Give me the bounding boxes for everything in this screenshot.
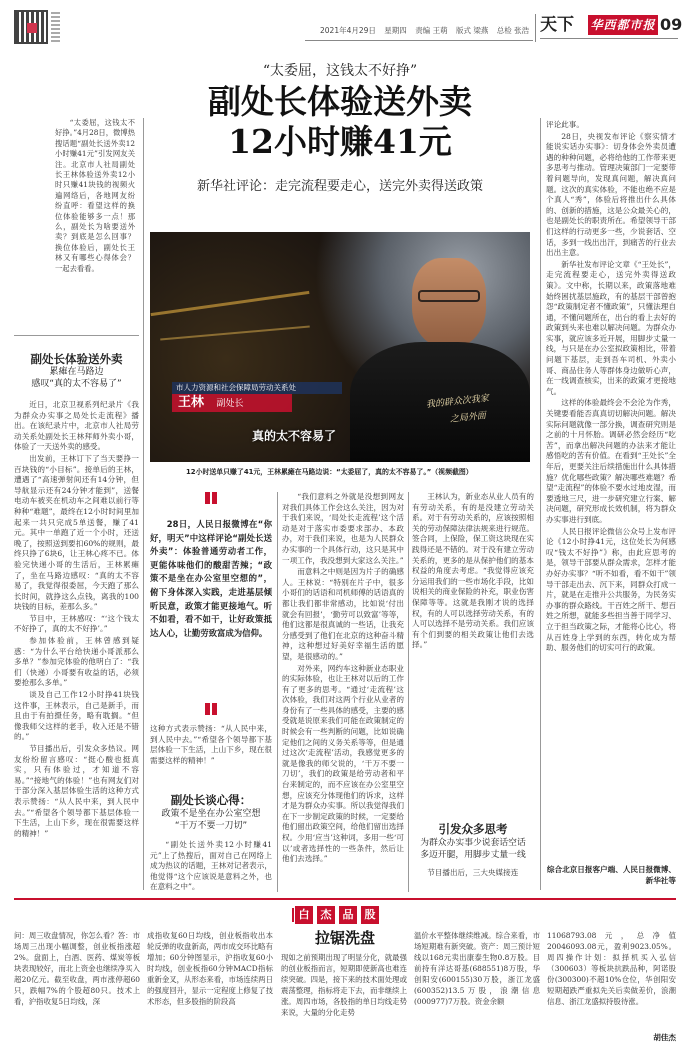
header-rule [305,40,533,41]
bottom-top-rule [14,898,676,900]
mid-paragraph: “副处长送外卖12小时赚41元”上了热搜后，面对自己在网络上成为热议的话题，王林对记者表示，他觉得“这个应该说是意料之外，也在意料之中”。 [150,840,272,892]
headline-kicker: “太委屈，这钱太不好挣” [262,63,418,79]
intro-rule [14,335,139,336]
paper-logo-text: 华西都市报 [590,18,656,32]
right-credit: 综合北京日报客户端、人民日报微博、新华社等 [546,865,676,885]
photo-org: 市人力资源和社会保障局劳动关系处 [176,383,296,392]
header-vertical-rule [535,14,536,42]
qr-code[interactable] [14,10,48,44]
tag-bar-left [292,908,294,922]
header-bottom-rule [540,38,678,39]
bottom-col-4 [414,930,540,1042]
photo-light-streak [151,291,310,316]
right-mid-paragraph: 节目播出后，三大央媒接连 [427,868,519,877]
left-paragraph: 谈及自己工作12小时挣41块钱这件事，王林表示，自己是新手，而且由于有拍摄任务，略有耽搁。“但像我师父这样的老手，收入还是不错的。” [14,690,139,742]
bottom-col-1 [14,930,140,1042]
bottom-text: 温价水平整体继续维减。综合来看，市场短期难有新突破。资产：周三预计短线以168元卖出康泰生物0.8万股。目前持有洋达哥基(688551)8万股，华创阳安(600155)30万股，浙江龙盛(600352)13.5万股，浪潮信息(000977)7万股。资金余额 [414,931,540,1006]
bottom-col-5 [547,930,676,1030]
header-date: 2021年4月29日 [320,26,376,35]
qr-hint [51,12,60,42]
right-paragraph: 这样的体验最终会不会沦为作秀，关键要看能否真真切切解决问题。解决实际问题就像一部分换，调查研究则是之前的十月怀胎。调研必然会经历“吃苦”，而拿出解决问题的办法来才能让感悟吃的苦有价值。在看到“王处长”全年后，更要关注后续措施出什么具体措施？优化哪些政策？解决哪些难题？希望“走流程”的体验不要水过地皮湿，而要透地三尺，进一步研究建立行案、解决问题，研究形成长效机制，将为群众办实事进行到底。 [546,398,676,524]
bottom-text: 现如之前预期出现了明显分化，就最强的创业板指而言，短期即使新高也难连续突破。四是，接下来的技术面处理或震荡整理，指标将走下去，而非继续上涨。周四市场，各股指的单日均线走势来说，大量的分化走势 [281,953,407,1017]
mid-paragraph: 王林认为，新业态从业人员有的有劳动关系，有的是没建立劳动关系。对于有劳动关系的，应该按照相关的劳动保障法律法规来进行规范。签合同，上保险，保工资这块现在实践得还是不错的。对于没有建立劳动关系的，更多的是从保护他们的基本权益的角度去考虑。“我觉得应该充分运用我们的一些市场化手段，比如说相关的商业保险的补充，职业伤害保障等等。这就是我刚才说的选择权，有的人可以选择劳动关系，有的人可以选择不是劳动关系。我们应该有个们到要的相关政策让他们去选择。” [412,492,534,650]
mid-continued-text: 这种方式表示赞扬：“从人民中来，到人民中去。”“希望各个领导都下基层体验一下生活，上山下乡，现在很需要这样的精神！” [150,724,272,765]
right-paragraph: 新华社发布评论文章《“王处长”，走完流程要走心，送完外卖得送政策》。文中称，长期以来，政策落地难始终困扰基层施政，有的基层干部曾抱怨“政策制定者不懂政策”，只懂法理自通，不懂问题所在，出台的看上去好的政策到头来也难以解决问题。为群众办实事，就应该多近开展，用脚步丈量一线，与只是在办公室拟政策相比，带着问题下基层，走到吾车司机、外卖小哥、商品住务人等群体身边做听心声，在一线调查核实，出来的政策才更接地气。 [546,259,676,396]
headline-title-2: 12小时赚41元 [228,122,452,161]
right-article-body [546,120,676,840]
photo-caption: 12小时送单只赚了41元，王林累瘫在马路边说：“太委屈了，真的太不容易了。”（视频截图） [186,468,473,476]
tag-char: 白 [295,906,313,924]
column-rule [540,118,541,890]
header-design: 版式 梁燕 [455,26,489,35]
photo-glasses [418,290,480,302]
left-paragraph: 近日，北京卫视系列纪录片《我为群众办实事之局处长走流程》播出。在该纪录片中，北京市人社局劳动关系处副处长王林拜师外卖小哥，体验了一天送外卖的感受。 [14,400,139,452]
mid-paragraph: 对外来，网约车这种新业态职业的实际体验，也让王林对以后的工作有了更多的思考。“通过‘走流程’这次体验，我们对这两个行业从业者的身份有了一些具体的感受，主要的感受就是说原来我们可能在政策制定的时候会有一些判断的问题，比如说确定他们之间的义务关系等等，但是通过这次‘走流程’活动，我感觉更多的就是像我的师父说的，‘干万不要一刀切’，我们的政策是给劳动者和平台来制定的，而不应该在办公室里空想，应该充分体现他们的诉求，这样才是为群众办实事。所以我觉得我们在下一步制定政策的时候，一定要给他们留出政策空间，给他们留出选择权。少用‘应当’这种词，多用一些‘可以’或者选择性的一些条件，然后让他们去选择。” [282,663,404,864]
column-rule [143,118,144,890]
pull-quote-close-mark [205,703,219,717]
photo-person-head [412,258,486,348]
left-article-body [14,400,139,890]
bottom-author: 胡佳杰 [653,1033,676,1042]
pull-quote: 28日，人民日报微博在“你好，明天”中这样评论“副处长送外卖”：体验普通劳动者工作，更能体味他们的酸甜苦辣；“政策不是坐在办公室里空想的”，俯下身体深入实践，走进基层倾听民意，政策才能更接地气。听不如看，看不如干，让好政策抵达人心，让勤劳致富成为信仰。 [150,519,272,638]
bottom-text: 问：周三收盘情况，你怎么看？答：市场周三出现小幅调整，创业板指涨超2%。盘面上，白酒、医药、煤炭等板块表现较好，而北上资金也继续净买入超20亿元。截至收盘，两市涨停超60只，跌幅7%的个股超80只。技术上看，沪指收复5日均线，深 [14,931,140,1006]
section-name: 天下 [540,15,574,35]
left-intro [55,118,135,288]
photo-quote: 真的太不容易了 [252,429,337,443]
mid-article-body [150,840,272,892]
header-date-line [320,26,529,37]
left-paragraph: 节目播出后，引发众多热议。网友纷纷留言感叹：“挺心酸也挺真实，只有体验过，才知道不容易。”“接地气的体验！”也有网友们对于部分深入基层体验生活的这种方式表示赞扬：“从人民中来，到人民中去。”“希望各个领导都下基层体验一下生活，上山下乡，现在很需要这样的精神！” [14,744,139,838]
right-subhead-1: 引发众多思考 [438,822,508,836]
tag-char: 品 [339,906,357,924]
photo-overlay-text-1: 我的辟众次我家 [425,393,490,411]
tag-char: 股 [361,906,379,924]
mid-subhead-2: 政策不是坐在办公室空想 [161,809,261,819]
right-paragraph: 人民日报评论微信公众号上发布评论《12小时挣41元，这位处长为何感叹“钱太不好挣”》称，由此应思考的是，领导干部要从群众需求，怎样才能办好办实事？“听不如看，看不如干”领导干部走出去、沉下来，同群众打成一片，就是在走推升公共服务，为民务实办事的群众路线。干百姓之所干、想百姓之所想，就能多些担当善于同学习、立于担当政策之际，才能将心比心，将从百姓身上学到的东西，转化成为帮助、服务他们的切实可行的政策。 [546,526,676,653]
news-photo [150,232,530,462]
mid-article-col-1 [150,724,272,784]
pull-quote-open-mark [205,492,219,506]
mid-subhead-3: “干万不要一刀切” [174,821,248,831]
right-paragraph: 28日，央视发布评论《察实情才能说实话办实事》：切身体会外卖员遭遇的种种问题，必将给他的工作带来更多思考与推动。管理决策部门一定要带着问题导向，发现真问题，解决真问题。这次的真实体验，不能也绝不应是个真人“秀”，体验后将推出什么具体的、创新的措施，这是公众最关心的，也是副处长的职责所在。希望领导干部们这样的行动更多一些，少说套话、空话，多到一线出出汗，到痛苦的行业去出出主意。 [546,131,676,258]
page-number: 09 [660,15,683,34]
photo-name-bar [172,394,292,412]
left-paragraph: 出发前，王林订下了当天要挣一百块钱的“小目标”。接单后的王林，遭遇了“高速弹射间还有14分钟，但导航显示还有24分钟才能到”，送餐电动车被夹在机动车之间难以前行等种种“难题”，最终在12小时时间里加起来一共只完成5单送餐，赚了41元。其中一单跑了近一个小时，还送晚了，按照送到要扣60%的规则，最终只挣了6块6，让王林心疼不已。体验完快递小哥的生活后，王林累瘫了，坐在马路边感叹：“真的太不容易了，我觉得很委屈，今天跑了那么长时间，就挣这么点钱，离我的100块钱的目标，差那么多。” [14,453,139,612]
right-subhead-2: 为群众办实事少说套话空话 [420,838,526,848]
bottom-col-2 [147,930,273,1042]
bottom-tag-row [295,906,379,924]
header-weekday: 星期四 [384,26,407,35]
bottom-col-3 [281,952,407,1042]
headline-subtitle: 新华社评论：走完流程要走心，送完外卖得送政策 [196,179,483,194]
bottom-title: 拉锯洗盘 [314,929,375,947]
column-rule [408,492,409,892]
right-mid-body [412,868,534,890]
photo-light-streak [160,325,310,340]
intro-text: “太委屈，这钱太不好挣。”4月28日，微博热搜话题“副处长送外卖12小时赚41元”引发网友关注。北京市人社局副处长王林体验送外卖12小时只赚41块钱的视频火遍网络后，各地网友纷纷直呼：看望这样的换位体验能够多一点！那么，副处长为啥要送外卖？到底是怎么回事？换位体验后，副处长王林又有哪些心得体会？一起去看看。 [55,118,135,273]
photo-name: 王林 [178,395,205,410]
tag-char: 杰 [317,906,335,924]
right-subhead-3: 多迈开腿，用脚步丈量一线 [420,850,526,860]
mid-article-col-2 [282,492,404,892]
photo-org-bar [172,382,342,394]
mid-paragraph: “我们意料之外就是没想到网友对我们具体工作会这么关注，因为对于我们来说，‘局处长走流程’这个活动是对于落实市委要求部办、本政办，对于我们来说，也是为人民群众办实事的一个具体行动，这只是其中一项工作，我没想到大家这么关注。” [282,492,404,565]
mid-paragraph: 而意料之中则是因为片子的确感人。王林说：“特别在片子中，很多小哥们的话语和司机师傅的话语真的都让我们都非常感动，比如说‘付出就会有回报’，‘勤劳可以致富’等等，他们这都是很真诚的一些话，让我充分感受到了他们在北京的这种奋斗精神，这种想过好美好幸福生活的愿望，是很感动的。” [282,567,404,661]
right-paragraph: 评论此事。 [546,120,584,129]
bottom-text: 成指收复60日均线，创业板指收出本轮反弹的收盘新高，两市成交环比略有增加；60分钟图显示，沪指收复60小时均线，创业板指60分钟MACD指标重新金叉，从形态来看，市场连续两日的强度回升，显示一定程度上修复了技术形态，但多股指的阶段高 [147,931,273,1006]
bottom-text: 11068793.08元，总净值20046093.08元，盈利9023.05%。周四操作计划：拟择机买入弘信（300603）等板块抗跌品种，阿诺股份(300300)不超10%仓位，华创阳安短期超跌严重拟先关后卖做差价，浪潮信息、浙江龙盛拟持股待涨。 [547,931,676,1006]
column-rule [277,492,278,892]
mid-subhead-1: 副处长谈心得： [170,793,252,807]
paper-logo [588,15,658,35]
headline-title-1: 副处长体验送外卖 [208,82,472,121]
left-subhead-2: 累瘫在马路边 [49,367,104,377]
header-proof: 总检 张浩 [496,26,530,35]
left-paragraph: 节目中，王林感叹：“‘这个钱太不好挣了，真的太不好挣’。” [14,613,139,634]
left-paragraph: 参加体验前，王林曾感到疑惑：“为什么平台给快递小哥派那么多单？”参加完体验的他明白了：“我们（快递）小哥要有收益的话，必须要抢那么多单。” [14,636,139,688]
header-editor: 责编 王萌 [415,26,448,35]
photo-overlay-text-2: 之局外面 [449,411,487,425]
left-subhead-3: 感叹“真的太不容易了” [31,379,122,389]
mid-article-col-3 [412,492,534,812]
left-subhead-1: 副处长体验送外卖 [30,352,123,366]
photo-title: 副处长 [216,399,244,409]
